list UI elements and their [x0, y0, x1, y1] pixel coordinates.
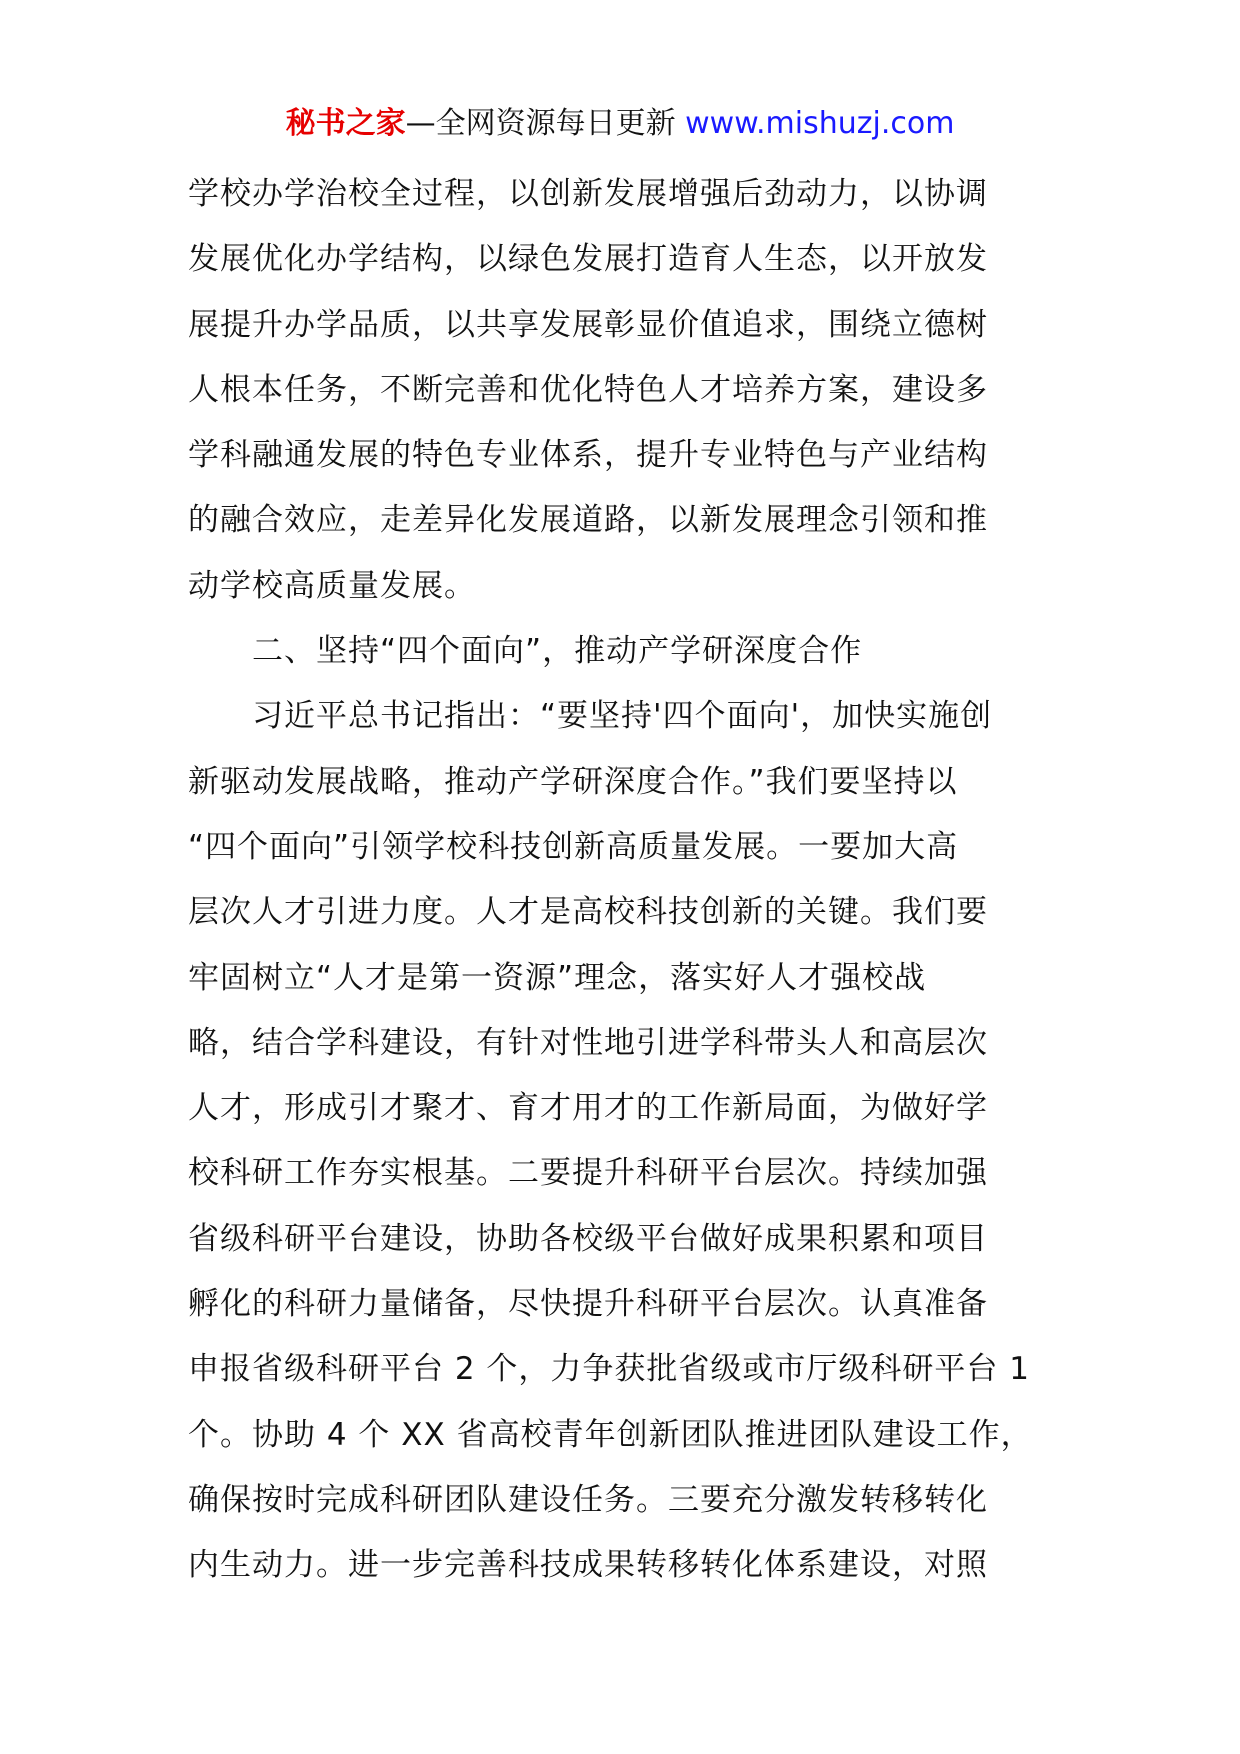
- text-line: 牢固树立“人才是第一资源”理念，落实好人才强校战: [188, 959, 927, 996]
- document-body: [188, 162, 1068, 1599]
- text-line: 新驱动发展战略，推动产学研深度合作。”我们要坚持以: [188, 763, 958, 800]
- site-header: [0, 104, 1240, 144]
- text-line: 动学校高质量发展。: [188, 567, 476, 604]
- text-line: 习近平总书记指出：“要坚持'四个面向'，加快实施创: [252, 698, 993, 735]
- text-line: 校科研工作夯实根基。二要提升科研平台层次。持续加强: [188, 1155, 988, 1192]
- text-line: 人才，形成引才聚才、育才用才的工作新局面，为做好学: [188, 1090, 988, 1127]
- text-line: 的融合效应，走差异化发展道路，以新发展理念引领和推: [188, 502, 988, 539]
- text-line: 申报省级科研平台 2 个，力争获批省级或市厅级科研平台 1: [188, 1351, 1031, 1388]
- text-line: 略，结合学科建设，有针对性地引进学科带头人和高层次: [188, 1024, 988, 1061]
- text-line: 学校办学治校全过程，以创新发展增强后劲动力，以协调: [188, 176, 988, 212]
- text-line: 内生动力。进一步完善科技成果转移转化体系建设，对照: [188, 1547, 988, 1584]
- text-line: 发展优化办学结构，以绿色发展打造育人生态，以开放发: [188, 241, 988, 278]
- site-tagline: —全网资源每日更新: [405, 106, 676, 141]
- section-heading: 二、坚持“四个面向”，推动产学研深度合作: [252, 633, 863, 670]
- text-line: “四个面向”引领学校科技创新高质量发展。一要加大高: [188, 828, 959, 865]
- text-line: 个。协助 4 个 XX 省高校青年创新团队推进团队建设工作，: [188, 1416, 1033, 1453]
- site-brand: 秘书之家: [285, 106, 406, 141]
- text-line: 人根本任务，不断完善和优化特色人才培养方案，建设多: [188, 371, 988, 408]
- text-line: 确保按时完成科研团队建设任务。三要充分激发转移转化: [188, 1481, 988, 1518]
- site-url[interactable]: www.mishuzj.com: [685, 106, 955, 141]
- text-line: 省级科研平台建设，协助各校级平台做好成果积累和项目: [188, 1220, 988, 1257]
- text-line: 展提升办学品质，以共享发展彰显价值追求，围绕立德树: [188, 306, 988, 343]
- text-line: 孵化的科研力量储备，尽快提升科研平台层次。认真准备: [188, 1286, 988, 1323]
- text-line: 学科融通发展的特色专业体系，提升专业特色与产业结构: [188, 437, 988, 474]
- text-line: 层次人才引进力度。人才是高校科技创新的关键。我们要: [188, 894, 988, 931]
